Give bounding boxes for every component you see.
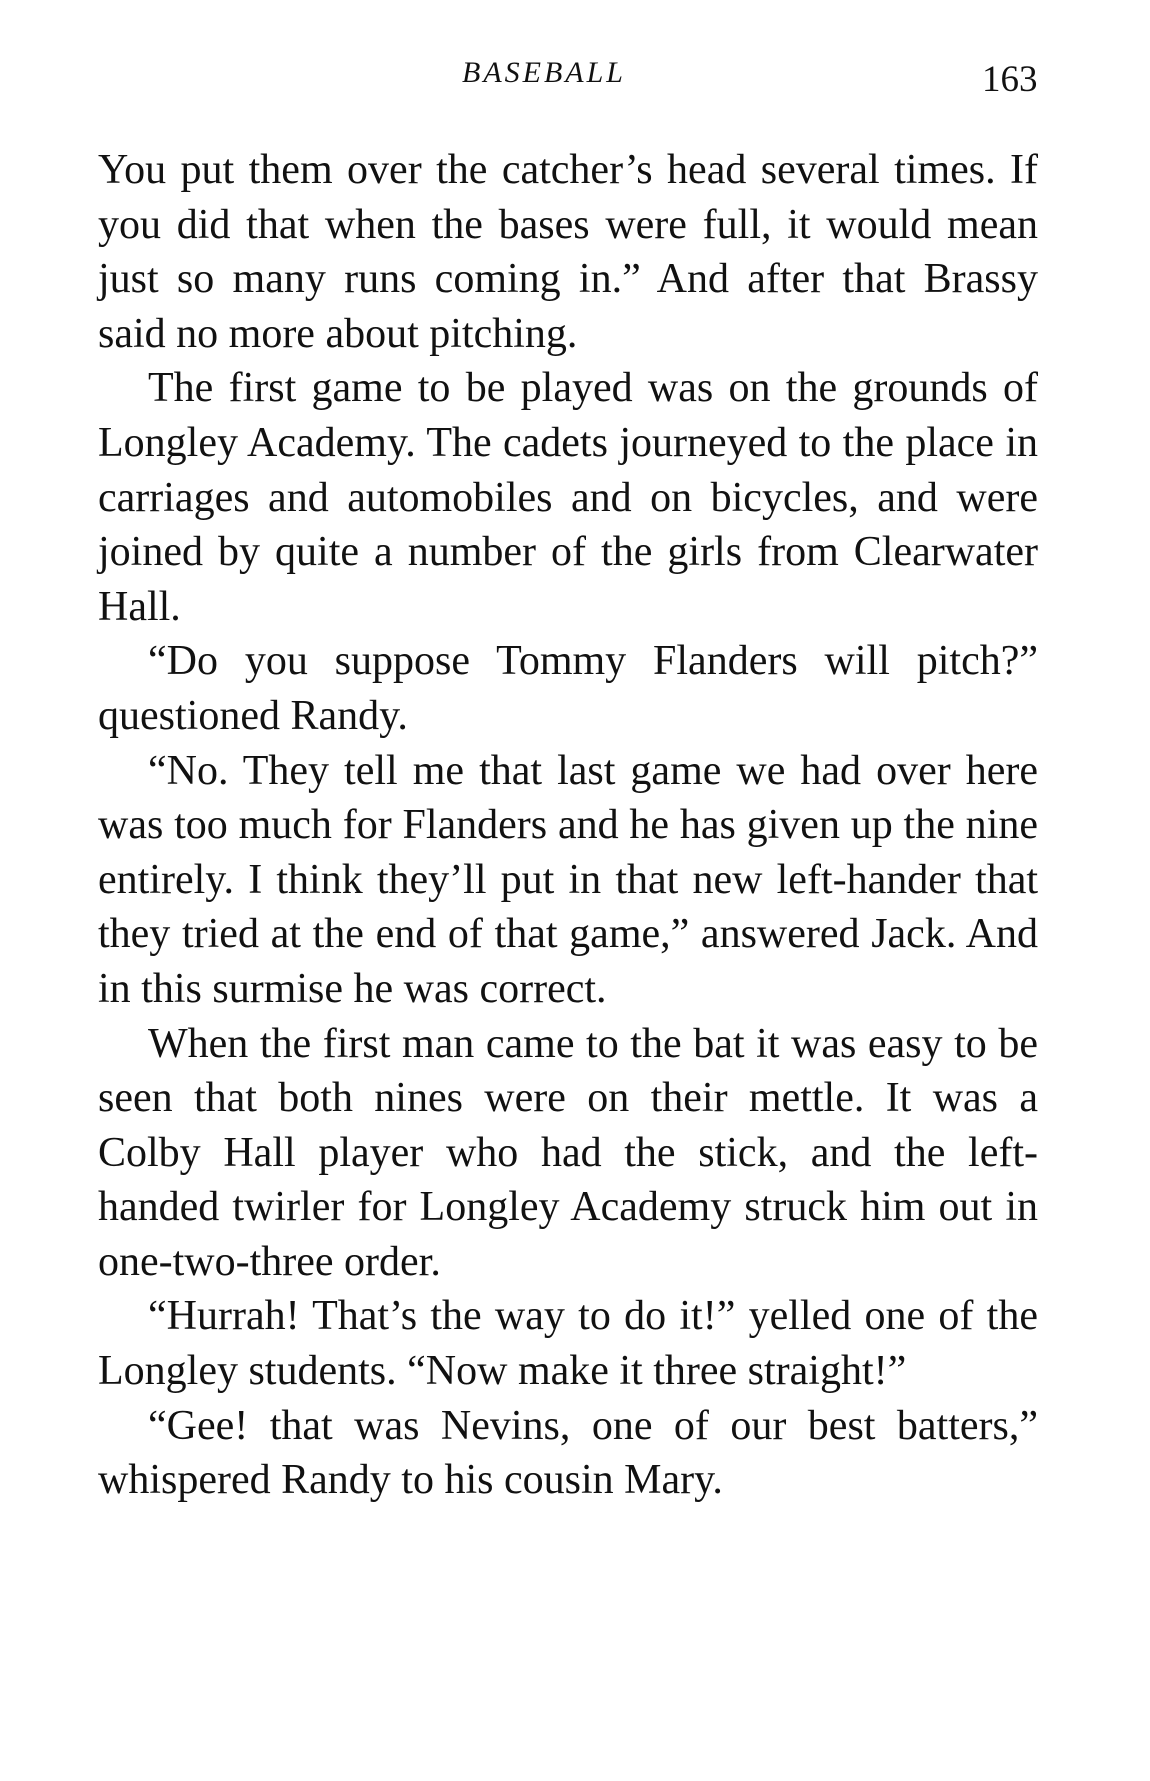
body-text [98, 143, 1038, 1508]
paragraph: “Gee! that was Nevins, one of our best batters,” whispered Randy to his cousin Mary. [98, 1402, 1038, 1504]
paragraph: The first game to be played was on the grounds of Longley Academy. The cadets journeyed to the place in carriages and automobiles and on bicycles, and were joined by quite a number of the girls from Clearwater Hall. [98, 365, 1038, 630]
running-head [0, 56, 1150, 106]
paragraph-continued: You put them over the catcher’s head several times. If you did that when the bases were full, it would mean just so many runs coming in.” And after that Brassy said no more about pitching. [98, 147, 1038, 357]
paragraph: “Hurrah! That’s the way to do it!” yelled one of the Longley students. “Now make it three straight!” [98, 1293, 1038, 1395]
paragraph: When the first man came to the bat it was easy to be seen that both nines were on their mettle. It was a Colby Hall player who had the stick, and the left-handed twirler for Longley Academy struck him out in one-two-three order. [98, 1020, 1038, 1285]
running-title: BASEBALL [462, 56, 626, 89]
paragraph: “No. They tell me that last game we had over here was too much for Flanders and he has given up the nine entirely. I think they’ll put in that new left-hander that they tried at the end of that game,” answered Jack. And in this surmise he was correct. [98, 747, 1038, 1012]
paragraph: “Do you suppose Tommy Flanders will pitch?” questioned Randy. [98, 638, 1038, 739]
page-number: 163 [982, 59, 1038, 100]
